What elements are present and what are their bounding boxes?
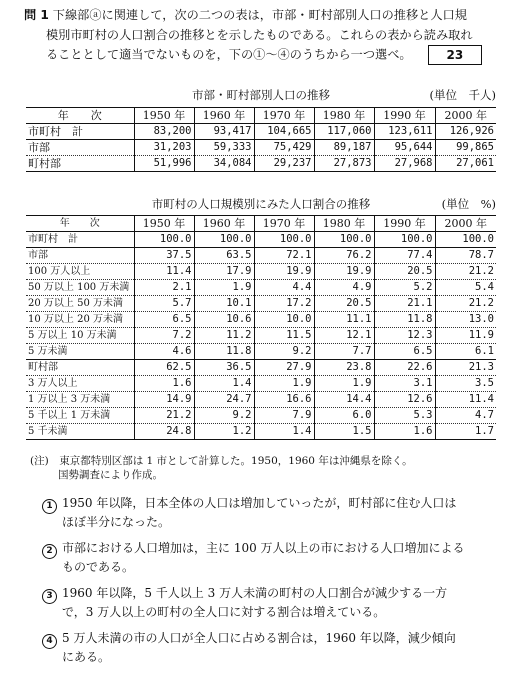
table-cell: 22.6 xyxy=(374,360,435,376)
table-cell: 34,084 xyxy=(194,156,254,172)
question-number: 問 1 xyxy=(24,8,49,22)
table-cell: 100.0 xyxy=(254,232,314,248)
table-cell: 16.6 xyxy=(254,392,314,408)
table-cell: 11.9 xyxy=(435,328,496,344)
table-cell: 63.5 xyxy=(194,248,254,264)
table-cell: 104,665 xyxy=(254,124,314,140)
row-label: 20 万以上 50 万未満 xyxy=(28,298,123,309)
table-cell: 78.7 xyxy=(435,248,496,264)
table-cell: 1.6 xyxy=(374,424,435,440)
row-label: 5 千以上 1 万未満 xyxy=(28,410,111,421)
row-label: 5 万以上 10 万未満 xyxy=(28,330,117,341)
row-label: 5 千未満 xyxy=(28,426,68,437)
row-label: 市部 xyxy=(28,141,50,154)
table2-unit: (単位 %) xyxy=(441,197,496,211)
table-cell: 21.3 xyxy=(435,360,496,376)
choice-number: 2 xyxy=(42,544,57,559)
row-label: 町村部 xyxy=(28,362,58,373)
table-row xyxy=(26,156,496,172)
table-cell: 5.2 xyxy=(374,280,435,296)
table-cell: 29,237 xyxy=(254,156,314,172)
table-cell: 117,060 xyxy=(314,124,374,140)
choice-item xyxy=(42,539,502,576)
table-cell: 100.0 xyxy=(194,232,254,248)
choice-item xyxy=(42,629,502,666)
table-cell: 6.0 xyxy=(314,408,374,424)
choice-text-line-2: ものである。 xyxy=(62,559,135,574)
answer-number-box: 23 xyxy=(428,45,483,65)
year-header: 1990 年 xyxy=(374,108,435,124)
table-cell: 6.5 xyxy=(134,312,194,328)
year-header: 1960 年 xyxy=(194,216,254,232)
choice-item xyxy=(42,584,502,621)
table-cell: 93,417 xyxy=(194,124,254,140)
table-cell: 100.0 xyxy=(314,232,374,248)
year-header: 1960 年 xyxy=(194,108,254,124)
table-cell: 10.6 xyxy=(194,312,254,328)
table-header-row xyxy=(26,216,496,232)
table2-caption xyxy=(26,196,496,212)
table-cell: 19.9 xyxy=(254,264,314,280)
table-cell: 9.2 xyxy=(254,344,314,360)
table-cell: 13.0 xyxy=(435,312,496,328)
table1-unit: (単位 千人) xyxy=(429,88,496,102)
row-label: 町村部 xyxy=(28,157,61,170)
table-cell: 1.9 xyxy=(194,280,254,296)
choice-text-line-2: にある。 xyxy=(62,649,111,664)
table-cell: 27,061 xyxy=(435,156,496,172)
table1-title: 市部・町村部別人口の推移 xyxy=(192,88,330,102)
table-cell: 7.2 xyxy=(134,328,194,344)
row-label: 5 万未満 xyxy=(28,346,68,357)
table-cell: 21.2 xyxy=(134,408,194,424)
table-cell: 1.6 xyxy=(134,376,194,392)
table-row xyxy=(26,124,496,140)
table-cell: 1.4 xyxy=(254,424,314,440)
choice-text-line-2: ほぼ半分になった。 xyxy=(62,514,171,529)
table-cell: 27,873 xyxy=(314,156,374,172)
table-row xyxy=(26,264,496,280)
header-label: 年 次 xyxy=(59,218,100,229)
table-cell: 95,644 xyxy=(374,140,435,156)
table-cell: 10.0 xyxy=(254,312,314,328)
table-cell: 77.4 xyxy=(374,248,435,264)
population-share-table xyxy=(26,215,496,440)
table-cell: 59,333 xyxy=(194,140,254,156)
table-cell: 11.8 xyxy=(194,344,254,360)
table-cell: 20.5 xyxy=(314,296,374,312)
table-row xyxy=(26,312,496,328)
choice-number: 3 xyxy=(42,589,57,604)
table-cell: 75,429 xyxy=(254,140,314,156)
table-cell: 72.1 xyxy=(254,248,314,264)
table-cell: 1.4 xyxy=(194,376,254,392)
table-cell: 11.4 xyxy=(134,264,194,280)
choice-number: 1 xyxy=(42,499,57,514)
table-cell: 21.1 xyxy=(374,296,435,312)
table-cell: 36.5 xyxy=(194,360,254,376)
question-line-2: 模別市町村の人口割合の推移とを示したものである。これらの表から読み取れ xyxy=(46,27,473,42)
table-cell: 6.1 xyxy=(435,344,496,360)
table-cell: 51,996 xyxy=(134,156,194,172)
row-label: 1 万以上 3 万未満 xyxy=(28,394,111,405)
table-row xyxy=(26,424,496,440)
question-line-1: 下線部ⓐに関連して，次の二つの表は，市部・町村部別人口の推移と人口規 xyxy=(52,8,467,22)
choice-number: 4 xyxy=(42,634,57,649)
year-header: 1980 年 xyxy=(314,216,374,232)
table-cell: 7.7 xyxy=(314,344,374,360)
row-label: 3 万人以上 xyxy=(28,378,78,389)
table-cell: 14.4 xyxy=(314,392,374,408)
year-header: 2000 年 xyxy=(435,216,496,232)
table-cell: 89,187 xyxy=(314,140,374,156)
table-row xyxy=(26,328,496,344)
header-label: 年 次 xyxy=(57,109,102,122)
row-label: 市町村 計 xyxy=(28,234,78,245)
row-label: 50 万以上 100 万未満 xyxy=(28,282,130,293)
table-cell: 27,968 xyxy=(374,156,435,172)
table-cell: 17.9 xyxy=(194,264,254,280)
table-cell: 3.1 xyxy=(374,376,435,392)
year-header: 1950 年 xyxy=(134,108,194,124)
table-cell: 5.4 xyxy=(435,280,496,296)
table-cell: 11.1 xyxy=(314,312,374,328)
table-cell: 126,926 xyxy=(435,124,496,140)
table-cell: 11.4 xyxy=(435,392,496,408)
table-cell: 99,865 xyxy=(435,140,496,156)
table-cell: 1.9 xyxy=(254,376,314,392)
note-line-2: 国勢調査により作成。 xyxy=(58,469,163,481)
table-row xyxy=(26,280,496,296)
choice-text-line-1: 1960 年以降，5 千人以上 3 万人未満の町村の人口割合が減少する一方 xyxy=(62,586,448,600)
table-cell: 6.5 xyxy=(374,344,435,360)
year-header: 1970 年 xyxy=(254,108,314,124)
choice-text-line-2: で，3 万人以上の町村の全人口に対する割合は増えている。 xyxy=(62,604,386,619)
table-row xyxy=(26,248,496,264)
table2-title: 市町村の人口規模別にみた人口割合の推移 xyxy=(151,197,371,211)
choice-text-line-1: 市部における人口増加は，主に 100 万人以上の市における人口増加による xyxy=(62,541,465,555)
table-cell: 4.4 xyxy=(254,280,314,296)
table-cell: 4.7 xyxy=(435,408,496,424)
table-cell: 5.7 xyxy=(134,296,194,312)
table-row xyxy=(26,392,496,408)
table-cell: 24.8 xyxy=(134,424,194,440)
table-cell: 21.2 xyxy=(435,296,496,312)
note-line-1: (注) 東京都特別区部は 1 市として計算した。1950，1960 年は沖縄県を除く。 xyxy=(30,455,413,467)
table-cell: 12.1 xyxy=(314,328,374,344)
table-cell: 83,200 xyxy=(134,124,194,140)
table-row xyxy=(26,376,496,392)
row-label: 100 万人以上 xyxy=(28,266,91,277)
table-cell: 23.8 xyxy=(314,360,374,376)
table-cell: 10.1 xyxy=(194,296,254,312)
table-cell: 19.9 xyxy=(314,264,374,280)
table-cell: 7.9 xyxy=(254,408,314,424)
row-label: 市町村 計 xyxy=(28,125,83,138)
table-cell: 1.9 xyxy=(314,376,374,392)
table-cell: 123,611 xyxy=(374,124,435,140)
table-cell: 20.5 xyxy=(374,264,435,280)
table-cell: 12.6 xyxy=(374,392,435,408)
table-cell: 9.2 xyxy=(194,408,254,424)
table-cell: 11.2 xyxy=(194,328,254,344)
table-cell: 12.3 xyxy=(374,328,435,344)
table-note xyxy=(30,454,413,482)
table-cell: 11.5 xyxy=(254,328,314,344)
table-cell: 24.7 xyxy=(194,392,254,408)
table-cell: 37.5 xyxy=(134,248,194,264)
year-header: 1970 年 xyxy=(254,216,314,232)
question-block xyxy=(24,6,500,65)
population-table xyxy=(26,107,496,172)
table-cell: 21.2 xyxy=(435,264,496,280)
table-cell: 1.2 xyxy=(194,424,254,440)
table-cell: 14.9 xyxy=(134,392,194,408)
table-cell: 100.0 xyxy=(374,232,435,248)
table-cell: 31,203 xyxy=(134,140,194,156)
table-cell: 62.5 xyxy=(134,360,194,376)
table-cell: 1.5 xyxy=(314,424,374,440)
table1-caption xyxy=(26,87,496,103)
choice-item xyxy=(42,494,502,531)
row-label: 市部 xyxy=(28,250,48,261)
year-header: 1950 年 xyxy=(134,216,194,232)
table-header-row xyxy=(26,108,496,124)
table-row xyxy=(26,232,496,248)
table-row xyxy=(26,140,496,156)
year-header: 2000 年 xyxy=(435,108,496,124)
table-cell: 4.6 xyxy=(134,344,194,360)
table-row xyxy=(26,344,496,360)
table-cell: 27.9 xyxy=(254,360,314,376)
table-cell: 3.5 xyxy=(435,376,496,392)
year-header: 1980 年 xyxy=(314,108,374,124)
table-row xyxy=(26,360,496,376)
year-header: 1990 年 xyxy=(374,216,435,232)
table-cell: 76.2 xyxy=(314,248,374,264)
table-row xyxy=(26,296,496,312)
table-cell: 2.1 xyxy=(134,280,194,296)
choice-text-line-1: 5 万人未満の市の人口が全人口に占める割合は，1960 年以降，減少傾向 xyxy=(62,631,456,645)
choice-text-line-1: 1950 年以降，日本全体の人口は増加していったが，町村部に住む人口は xyxy=(62,496,457,510)
table-row xyxy=(26,408,496,424)
table-cell: 100.0 xyxy=(435,232,496,248)
table-cell: 4.9 xyxy=(314,280,374,296)
question-line-3: ることとして適当でないものを，下の①〜④のうちから一つ選べ。 xyxy=(46,47,412,62)
answer-choices xyxy=(42,494,502,674)
table-cell: 100.0 xyxy=(134,232,194,248)
table-cell: 1.7 xyxy=(435,424,496,440)
row-label: 10 万以上 20 万未満 xyxy=(28,314,123,325)
table-cell: 17.2 xyxy=(254,296,314,312)
table-cell: 11.8 xyxy=(374,312,435,328)
table-cell: 5.3 xyxy=(374,408,435,424)
